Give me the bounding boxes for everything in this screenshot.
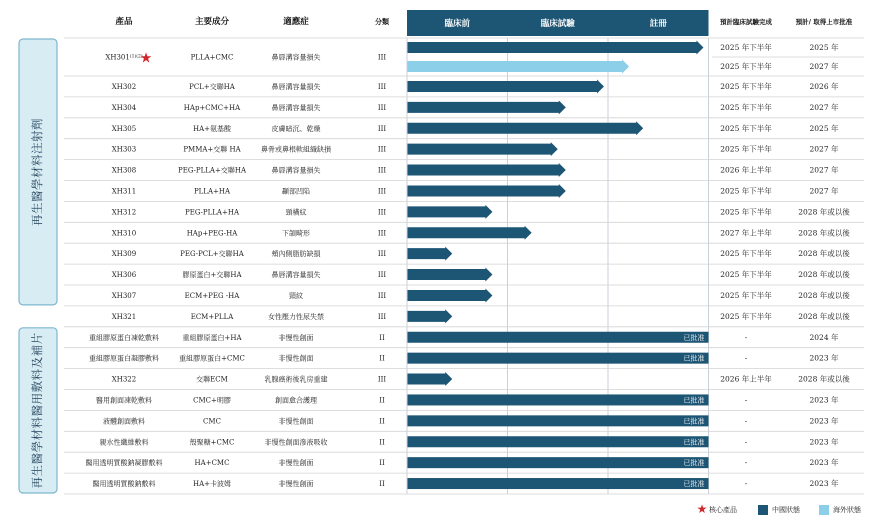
cell-class: III — [377, 166, 387, 175]
cell-ingredients: PLLA+HA — [193, 187, 231, 196]
cell-product: 液體創面敷料 — [103, 417, 145, 426]
cell-product: XH303 — [111, 145, 137, 154]
phase-label-1: 臨床試驗 — [540, 19, 575, 29]
cell-approval: 2023 年 — [809, 437, 839, 447]
cell-approval: 2027 年 — [809, 186, 839, 196]
cell-approval: 2028 年或以後 — [798, 311, 850, 321]
cell-class: III — [377, 145, 387, 154]
cell-approval: 2028 年或以後 — [798, 249, 850, 259]
cell-class: II — [379, 396, 385, 405]
cell-product: 親水性纖維敷料 — [99, 438, 149, 447]
cell-ingredients: HAp+PEG-HA — [186, 229, 238, 238]
cell-indication: 非慢性創面 — [278, 354, 314, 363]
cell-approval: 2024 年 — [809, 332, 839, 342]
progress-bar-china — [408, 288, 493, 302]
cell-class: III — [377, 291, 387, 300]
cell-product: XH305 — [111, 124, 137, 133]
cell-expected: 2025 年下半年 — [720, 186, 772, 196]
cell-approval: 2026 年 — [809, 81, 839, 91]
cell-ingredients: 膠原蛋白+交聯HA — [182, 271, 242, 280]
cell-approval: 2023 年 — [809, 458, 839, 468]
cell-product: XH312 — [111, 208, 137, 217]
cell-indication: 顳部凹陷 — [282, 187, 310, 196]
cell-product: XH304 — [111, 103, 137, 112]
cell-product: XH311 — [111, 187, 137, 196]
cell-class: II — [379, 333, 385, 342]
cell-ingredients: CMC — [203, 417, 221, 426]
progress-bar-china — [408, 268, 493, 282]
cell-class: II — [379, 480, 385, 489]
cell-ingredients: ECM+PEG -HA — [184, 291, 240, 300]
cell-indication: 鼻唇溝容量損失 — [271, 53, 321, 62]
cell-class: III — [377, 229, 387, 238]
cell-expected: - — [744, 416, 748, 426]
cell-expected: - — [744, 395, 748, 405]
header-expected: 預計臨床試驗完成 — [720, 18, 772, 26]
progress-bar-china — [408, 436, 709, 447]
legend-star-icon: ★ — [696, 502, 708, 516]
phase-label-0: 臨床前 — [444, 19, 471, 29]
cell-product: 重組膠原蛋白凍乾敷料 — [89, 333, 159, 342]
cell-approval: 2023 年 — [809, 479, 839, 489]
cell-approval: 2028 年或以後 — [798, 290, 850, 300]
cell-class: II — [379, 438, 385, 447]
header-approval: 預計/ 取得上市批准 — [795, 18, 853, 26]
cell-product: XH309 — [111, 250, 137, 259]
progress-bar-china — [408, 205, 493, 219]
progress-bar-china — [408, 332, 709, 343]
legend-china-label: 中國狀態 — [772, 506, 800, 514]
cell-class: II — [379, 417, 385, 426]
cell-product: XH310 — [111, 229, 137, 238]
cell-class: III — [377, 187, 387, 196]
cell-ingredients: HA+卡波姆 — [192, 480, 232, 489]
cell-expected: - — [744, 332, 748, 342]
cell-ingredients: PCL+交聯HA — [189, 82, 235, 91]
cell-product: XH307 — [111, 291, 137, 300]
header-product: 產品 — [115, 17, 133, 27]
cell-expected: 2025 年下半年 — [720, 207, 772, 217]
cell-indication: 非慢性創面 — [278, 480, 314, 489]
header-class: 分類 — [375, 17, 389, 26]
cell-expected: 2025 年下半年 — [720, 62, 772, 71]
cell-ingredients: 重組膠原蛋白+CMC — [179, 354, 245, 363]
cell-approval: 2027 年 — [809, 165, 839, 175]
cell-approval: 2023 年 — [809, 353, 839, 363]
cell-approval: 2028 年或以後 — [798, 207, 850, 217]
bar-status-label: 已批准 — [683, 438, 705, 447]
progress-bar-china — [408, 79, 604, 93]
progress-bar-china — [408, 226, 532, 240]
legend-overseas-swatch — [819, 505, 829, 515]
legend-overseas-label: 海外狀態 — [833, 506, 861, 514]
cell-class: III — [377, 250, 387, 259]
cell-product: XH322 — [111, 375, 137, 384]
cell-expected: 2025 年下半年 — [720, 270, 772, 280]
cell-expected: 2026 年上半年 — [720, 374, 772, 384]
cell-ingredients: PLLA+CMC — [190, 53, 234, 62]
cell-indication: 頰內側脂肪缺損 — [271, 250, 321, 259]
progress-bar-china — [408, 478, 709, 489]
cell-indication: 鼻唇溝容量損失 — [271, 82, 321, 91]
cell-expected: 2025 年下半年 — [720, 249, 772, 259]
cell-ingredients: 重組膠原蛋白+HA — [182, 333, 242, 342]
cell-approval: 2027 年 — [809, 62, 839, 71]
cell-indication: 非慢性創面 — [278, 417, 314, 426]
bar-status-label: 已批准 — [683, 459, 705, 468]
cell-indication: 鼻骨或鼻根軟組織缺損 — [261, 145, 331, 154]
cell-class: II — [379, 459, 385, 468]
cell-expected: - — [744, 479, 748, 489]
legend-core-label: 核心產品 — [709, 506, 737, 514]
cell-ingredients: HAp+CMC+HA — [183, 103, 241, 112]
cell-product: $XH301^{(1)(2)}$ — [105, 53, 143, 62]
cell-ingredients: 殼聚糖+CMC — [189, 438, 235, 447]
cell-indication: 乳腺癌術後乳房重建 — [264, 375, 328, 384]
cell-product: 醫用透明質酸鈉敷料 — [92, 480, 156, 489]
cell-expected: - — [744, 353, 748, 363]
phase-label-2: 註冊 — [649, 19, 667, 29]
bar-status-label: 已批准 — [683, 396, 705, 405]
cell-ingredients: PEG-PLLA+HA — [185, 208, 239, 217]
cell-indication: 頸橫紋 — [285, 208, 307, 217]
cell-approval: 2027 年 — [809, 102, 839, 112]
cell-product: XH308 — [111, 166, 137, 175]
category-label-0: 再生醫學材料注射劑 — [30, 117, 44, 226]
cell-approval: 2028 年或以後 — [798, 374, 850, 384]
cell-product: XH302 — [111, 82, 137, 91]
cell-ingredients: ECM+PLLA — [190, 312, 234, 321]
cell-indication: 鼻唇溝容量損失 — [271, 103, 321, 112]
cell-ingredients: HA+氨基酸 — [192, 124, 232, 133]
cell-expected: 2026 年上半年 — [720, 165, 772, 175]
cell-ingredients: 交聯ECM — [196, 375, 228, 384]
cell-ingredients: PEG-PCL+交聯HA — [180, 250, 244, 259]
progress-bar-china — [408, 100, 566, 114]
progress-bar-china — [408, 457, 709, 468]
cell-product: 重組膠原蛋白凝膠敷料 — [89, 354, 159, 363]
cell-expected: - — [744, 458, 748, 468]
cell-indication: 頸紋 — [289, 291, 303, 300]
cell-expected: 2025 年下半年 — [720, 311, 772, 321]
cell-class: III — [377, 208, 387, 217]
cell-approval: 2023 年 — [809, 416, 839, 426]
bar-status-label: 已批准 — [683, 480, 705, 489]
cell-approval: 2023 年 — [809, 395, 839, 405]
cell-expected: 2025 年下半年 — [720, 102, 772, 112]
cell-indication: 女性壓力性尿失禁 — [268, 312, 324, 321]
cell-approval: 2025 年 — [809, 123, 839, 133]
cell-expected: 2025 年下半年 — [720, 123, 772, 133]
cell-approval: 2027 年 — [809, 144, 839, 154]
header-indication: 適應症 — [283, 17, 309, 27]
cell-indication: 下頜畸形 — [282, 229, 310, 238]
bar-status-label: 已批准 — [683, 354, 705, 363]
progress-bar-china — [408, 394, 709, 405]
cell-indication: 非慢性創面 — [278, 459, 314, 468]
progress-bar-china — [408, 372, 453, 386]
cell-expected: 2025 年下半年 — [720, 144, 772, 154]
cell-ingredients: PEG-PLLA+交聯HA — [178, 166, 246, 175]
header-ingredients: 主要成分 — [194, 17, 230, 27]
progress-bar-china — [408, 41, 704, 55]
cell-approval: 2025 年 — [809, 43, 839, 52]
category-label-1: 再生醫學材料醫用敷料及補片 — [30, 332, 44, 489]
cell-class: II — [379, 354, 385, 363]
cell-class: III — [377, 271, 387, 280]
cell-class: III — [377, 375, 387, 384]
bar-status-label: 已批准 — [683, 333, 705, 342]
cell-class: III — [377, 312, 387, 321]
cell-indication: 鼻唇溝容量損失 — [271, 166, 321, 175]
cell-product: 醫用透明質酸鈉凝膠敷料 — [85, 459, 163, 468]
cell-product: 醫用創面凍乾敷料 — [96, 396, 152, 405]
progress-bar-china — [408, 121, 644, 135]
cell-ingredients: PMMA+交聯 HA — [183, 145, 241, 154]
product-sup: (1)(2) — [129, 54, 143, 59]
cell-class: III — [377, 124, 387, 133]
cell-indication: 皮膚暗沉、乾燥 — [271, 124, 321, 133]
progress-bar-china — [408, 353, 709, 364]
cell-ingredients: CMC+明膠 — [193, 396, 231, 405]
progress-bar-overseas — [408, 60, 630, 74]
star-icon: ★ — [139, 50, 153, 67]
cell-approval: 2028 年或以後 — [798, 270, 850, 280]
cell-indication: 創面愈合護理 — [275, 396, 317, 405]
cell-class: III — [377, 103, 387, 112]
cell-expected: 2025 年下半年 — [720, 290, 772, 300]
cell-expected: 2027 年上半年 — [720, 228, 772, 238]
progress-bar-china — [408, 163, 566, 177]
cell-class: III — [377, 82, 387, 91]
progress-bar-china — [408, 184, 566, 198]
cell-product: XH306 — [111, 271, 137, 280]
cell-approval: 2028 年或以後 — [798, 228, 850, 238]
bar-status-label: 已批准 — [683, 417, 705, 426]
cell-expected: 2025 年下半年 — [720, 43, 772, 52]
progress-bar-china — [408, 309, 453, 323]
cell-expected: - — [744, 437, 748, 447]
legend-china-swatch — [758, 505, 768, 515]
cell-ingredients: HA+CMC — [194, 459, 230, 468]
progress-bar-china — [408, 142, 558, 156]
progress-bar-china — [408, 247, 453, 261]
cell-indication: 非慢性創面 — [278, 333, 314, 342]
cell-indication: 非慢性創面滲液吸收 — [264, 438, 328, 447]
cell-class: III — [377, 53, 387, 62]
cell-product: XH321 — [111, 312, 137, 321]
cell-indication: 鼻唇溝容量損失 — [271, 271, 321, 280]
progress-bar-china — [408, 415, 709, 426]
cell-expected: 2025 年下半年 — [720, 81, 772, 91]
